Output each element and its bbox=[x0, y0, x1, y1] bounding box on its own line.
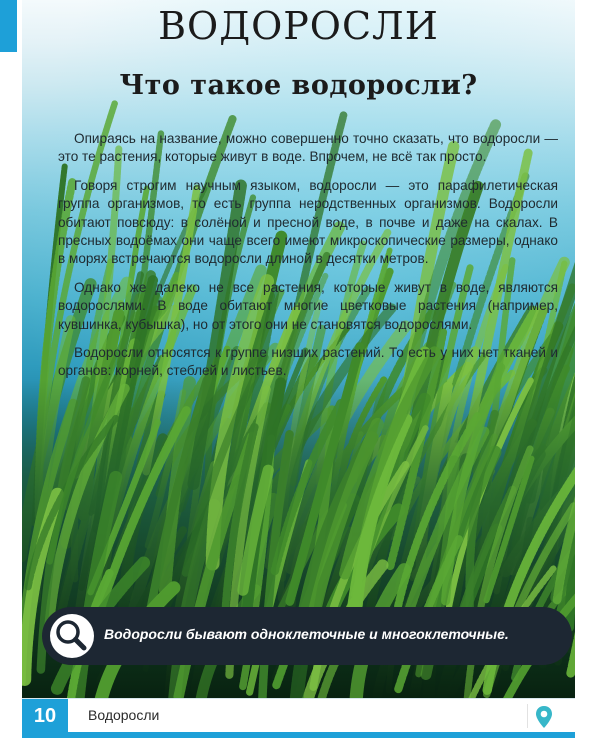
paragraph-1: Опираясь на название, можно совершенно точно сказать, что водоросли — это те растения, которые живут в воде. Впрочем, не всё так просто. bbox=[58, 131, 558, 165]
page-number: 10 bbox=[22, 699, 68, 733]
footer-divider bbox=[527, 704, 528, 728]
page-margin-right bbox=[575, 0, 600, 705]
page-footer bbox=[22, 698, 575, 733]
paragraph-2: Говоря строгим научным языком, водоросли — это парафилетическая группа организмов, то есть группа неродственных организмов. Водоросли обитают повсюду: в солёной и пресной воде, в почве и даже на скалах. В пресных водоёмах они чаще всего имеют микроскопические размеры, однако в морях встречаются водоросли длиной в десятки метров. bbox=[58, 177, 558, 267]
section-heading: Что такое водоросли? bbox=[119, 70, 478, 101]
footer-accent-stripe bbox=[22, 732, 575, 738]
paragraph-3: Однако же далеко не все растения, которые живут в воде, являются водорослями. В воде обитают многие цветковые растения (например, кувшинка, кубышка), но от этого они не становятся водорослями. bbox=[58, 279, 558, 332]
paragraph-4: Водоросли относятся к группе низших растений. То есть у них нет тканей и органов: корней, стеблей и листьев. bbox=[58, 345, 558, 379]
footer-section-label: Водоросли bbox=[88, 707, 160, 723]
page-title: ВОДОРОСЛИ bbox=[158, 4, 439, 48]
magnifier-icon bbox=[50, 614, 94, 658]
callout-text: Водоросли бывают одноклеточные и многоклеточные. bbox=[104, 626, 509, 642]
fact-callout bbox=[42, 607, 572, 665]
article-body bbox=[58, 130, 558, 391]
page-margin-left bbox=[17, 0, 22, 705]
location-pin-icon bbox=[534, 705, 554, 729]
accent-bar bbox=[0, 0, 17, 52]
